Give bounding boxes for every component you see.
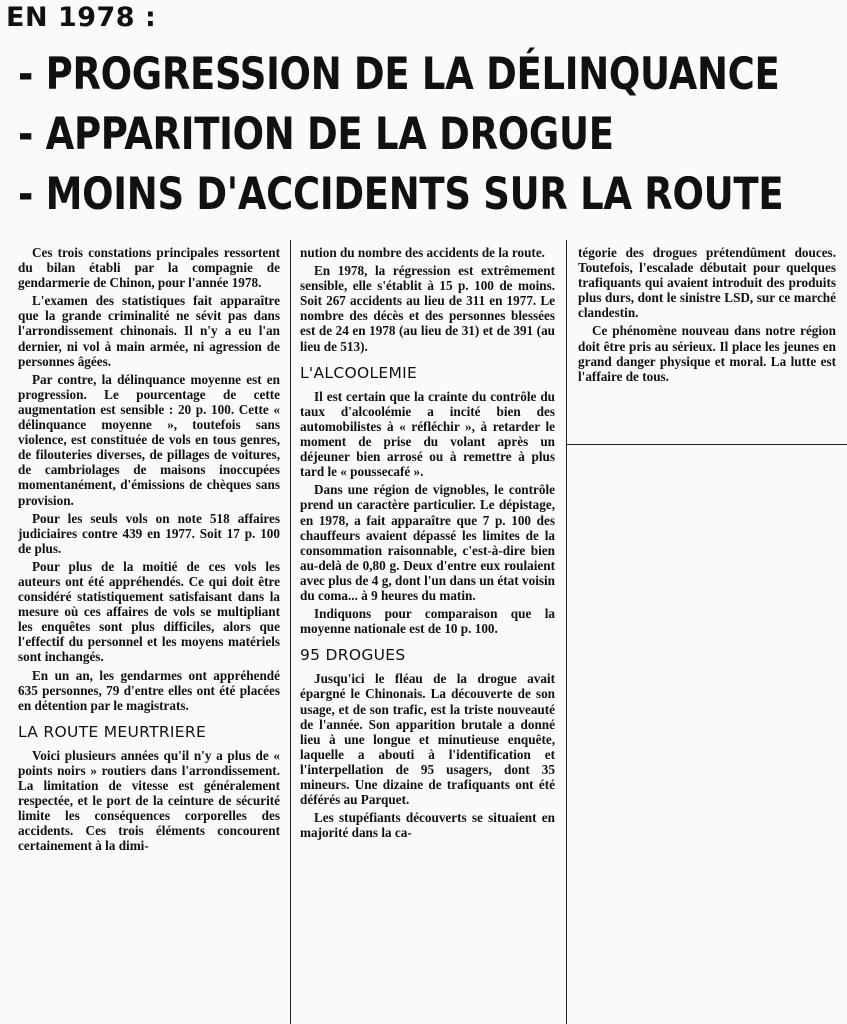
section-heading: 95 DROGUES bbox=[300, 646, 406, 665]
paragraph: tégorie des drogues prétendûment douces. Toutefois, l'escalade débutait pour quelques trafiquants qui avaient introduit des produits plus durs, dont le sinistre LSD, sur ce marché clandestin. bbox=[578, 245, 836, 321]
paragraph: Ces trois constations principales ressortent du bilan établi par la compagnie de gendarmerie de Chinon, pour l'année 1978. bbox=[18, 245, 280, 291]
paragraph: Indiquons pour comparaison que la moyenne nationale est de 10 p. 100. bbox=[300, 606, 555, 637]
paragraph: Voici plusieurs années qu'il n'y a plus de « points noirs » routiers dans l'arrondissement. La limitation de vitesse est généralement respectée, et le port de la ceinture de sécurité limite les conséquences corporelles des accidents. Ces trois éléments concourent certainement à la dimi- bbox=[18, 747, 280, 854]
headline-line-2: - APPARITION DE LA DROGUE bbox=[18, 108, 614, 160]
paragraph: Pour plus de la moitié de ces vols les auteurs ont été appréhendés. Ce qui doit être considéré statistiquement satisfaisant dans la mesure où ces affaires de vols se multipliant les enquêtes sont plus difficiles, alors que l'effectif du personnel et les moyens matériels sont inchangés. bbox=[18, 558, 280, 665]
paragraph: Jusqu'ici le fléau de la drogue avait épargné le Chinonais. La découverte de son usage, et de son trafic, est la triste nouveauté de l'année. Son apparition brutale a donné lieu à une longue et minutieuse enquête, laquelle a abouti à l'identification et l'interpellation de 95 usagers, dont 35 mineurs. Une dizaine de trafiquants ont été déférés au Parquet. bbox=[300, 671, 555, 808]
paragraph: En 1978, la régression est extrêmement sensible, elle s'établit à 15 p. 100 de moins. Soit 267 accidents au lieu de 311 en 1977. Le nombre des décès et des personnes blessées est de 24 en 1978 (au lieu de 31) et de 391 (au lieu de 513). bbox=[300, 263, 555, 354]
headline-line-1: - PROGRESSION DE LA DÉLINQUANCE bbox=[18, 48, 780, 100]
headline-line-3: - MOINS D'ACCIDENTS SUR LA ROUTE bbox=[18, 168, 784, 220]
paragraph: Les stupéfiants découverts se situaient en majorité dans la ca- bbox=[300, 810, 555, 841]
paragraph: Par contre, la délinquance moyenne est en progression. Le pourcentage de cette augmentation est sensible : 20 p. 100. Cette « délinquance moyenne », toutefois sans violence, est constituée de vols en tous genres, de filouteries diverses, de pillages de voitures, de cambriolages de maisons inoccupées momentanément, d'émissions de chèques sans provision. bbox=[18, 371, 280, 508]
section-heading: LA ROUTE MEURTRIERE bbox=[18, 722, 207, 741]
section-heading: L'ALCOOLEMIE bbox=[300, 363, 418, 382]
paragraph: En un an, les gendarmes ont appréhendé 635 personnes, 79 d'entre elles ont été placées en détention par le magistrats. bbox=[18, 667, 280, 713]
kicker: EN 1978 : bbox=[6, 2, 157, 33]
column-divider bbox=[290, 240, 291, 1024]
column-divider bbox=[566, 240, 567, 1024]
column-2 bbox=[300, 245, 555, 1024]
paragraph: Pour les seuls vols on note 518 affaires judiciaires contre 439 en 1977. Soit 17 p. 100 de plus. bbox=[18, 510, 280, 556]
paragraph: nution du nombre des accidents de la route. bbox=[300, 245, 545, 260]
paragraph: L'examen des statistiques fait apparaître que la grande criminalité ne sévit pas dans l'arrondissement chinonais. Il n'y a eu l'an dernier, ni vol à main armée, ni agression de personnes âgées. bbox=[18, 293, 280, 369]
paragraph: Ce phénomène nouveau dans notre région doit être pris au sérieux. Il place les jeunes en grand danger physique et moral. La lutte est l'affaire de tous. bbox=[578, 323, 836, 384]
paragraph: Dans une région de vignobles, le contrôle prend un caractère particulier. Le dépistage, en 1978, a fait apparaître que 7 p. 100 des chauffeurs avaient dépassé les limites de la consommation raisonnable, c'est-à-dire bien au-delà de 0,80 g. Deux d'entre eux roulaient avec plus de 4 g, dont l'un dans un état voisin du coma... à 9 heures du matin. bbox=[300, 482, 555, 603]
paragraph: Il est certain que la crainte du contrôle du taux d'alcoolémie a incité bien des automobilistes à « réfléchir », à retarder le moment de prise du volant après un déjeuner bien arrosé ou à remettre à plus tard le « poussecafé ». bbox=[300, 388, 555, 480]
column-3 bbox=[578, 245, 836, 445]
column-1 bbox=[18, 245, 280, 1024]
